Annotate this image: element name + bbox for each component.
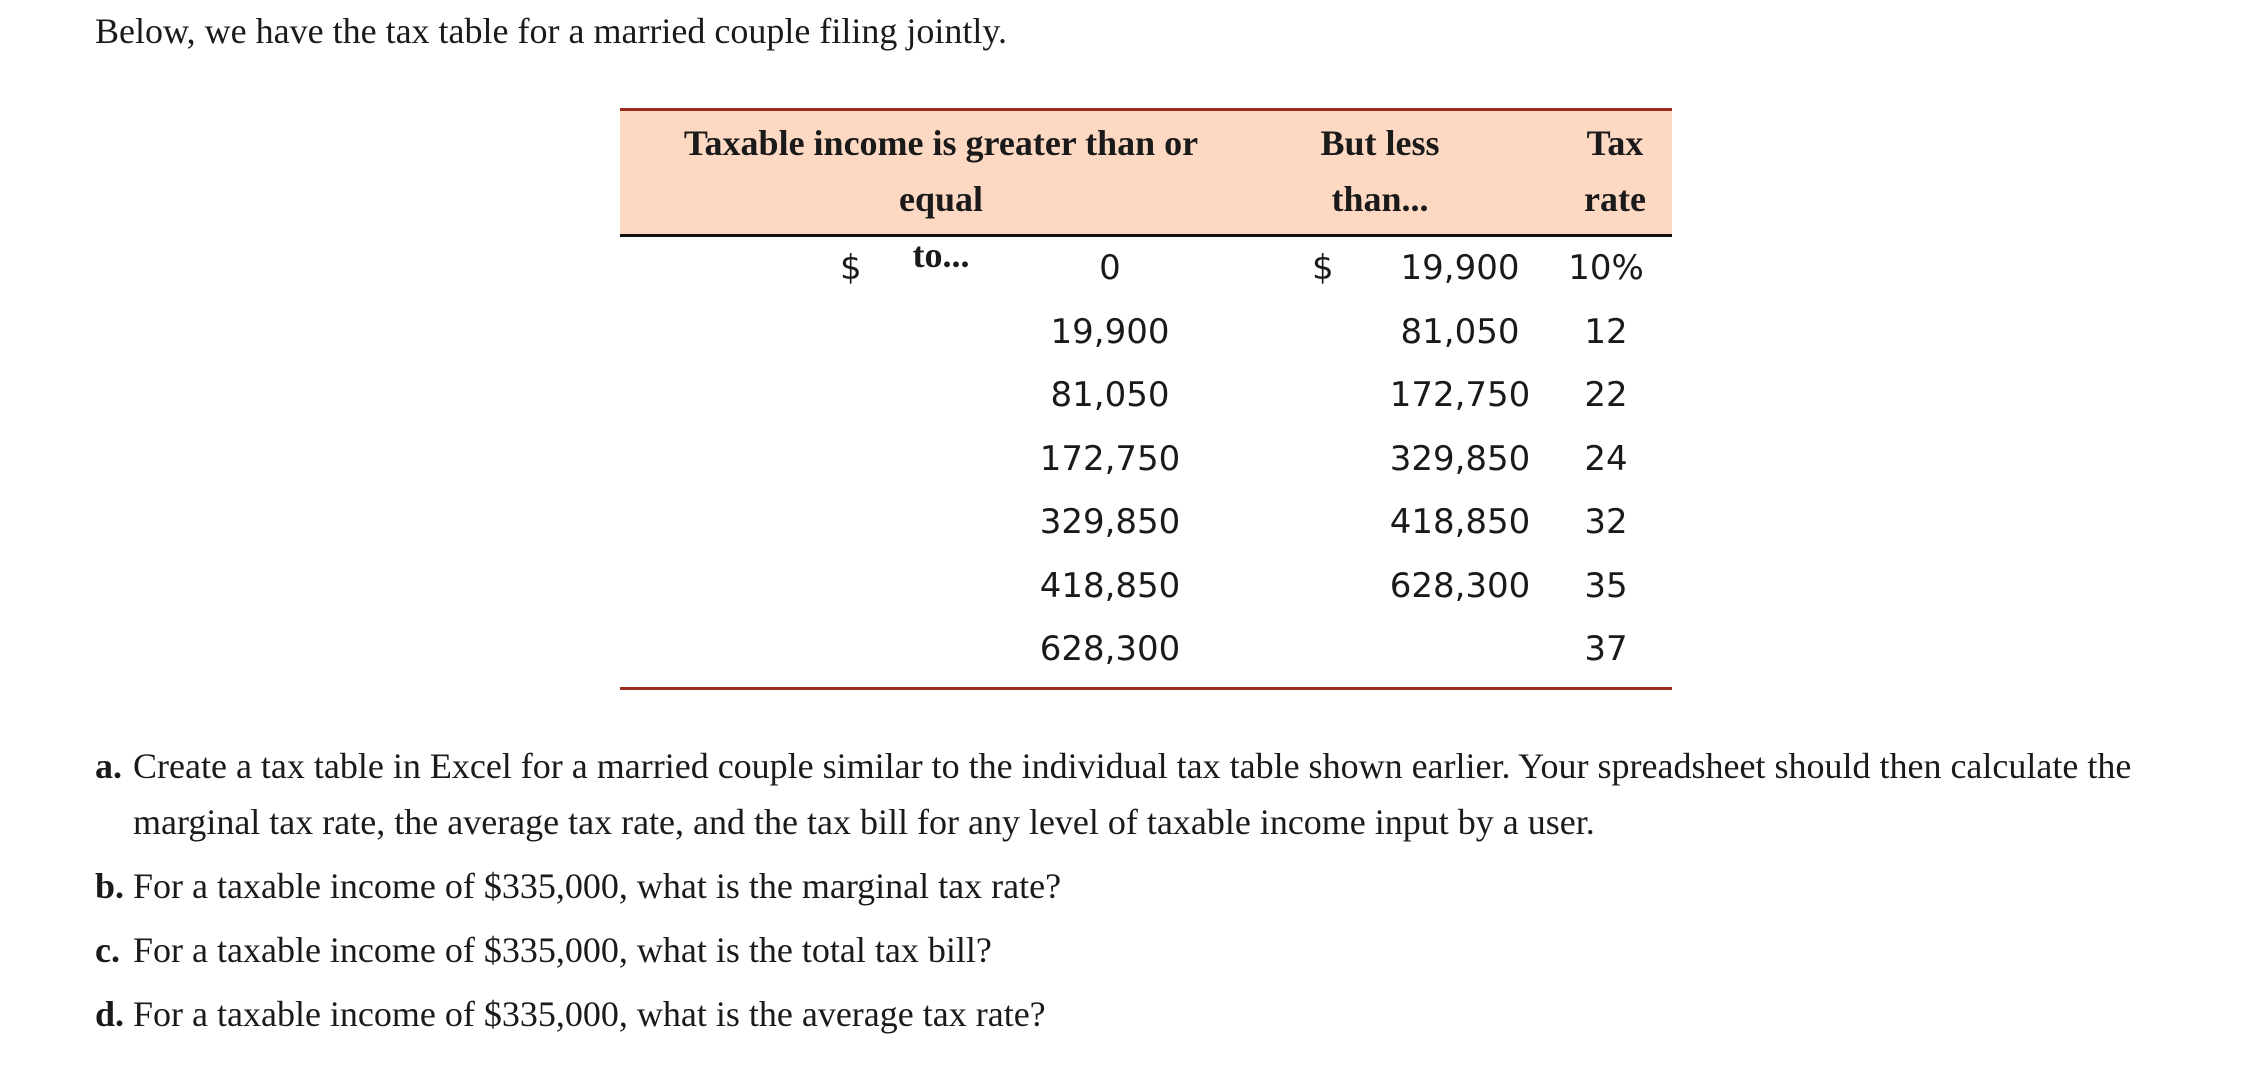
table-row: [620, 555, 1672, 619]
income-from-cell: 19,900: [1050, 311, 1170, 352]
tax-table: [620, 108, 1672, 690]
header-income-to-line2: than...: [1331, 179, 1429, 219]
tax-rate-cell: 24: [1584, 438, 1628, 479]
table-row: [620, 618, 1672, 682]
table-row: [620, 491, 1672, 555]
question-text: For a taxable income of $335,000, what is the average tax rate?: [133, 994, 1046, 1034]
income-to-cell: 81,050: [1400, 311, 1520, 352]
header-income-to-line1: But less: [1320, 123, 1440, 163]
header-tax-rate-line1: Tax: [1586, 123, 1644, 163]
question-text: For a taxable income of $335,000, what is the total tax bill?: [133, 930, 992, 970]
tax-rate-cell: 37: [1584, 629, 1628, 669]
currency-symbol: $: [840, 248, 862, 288]
income-from-cell: 81,050: [1050, 375, 1170, 415]
income-to-cell: 418,850: [1389, 502, 1531, 542]
table-body: [620, 237, 1672, 682]
income-to-cell: 329,850: [1389, 438, 1531, 479]
question-d: [95, 986, 2245, 1042]
question-c: [95, 922, 2245, 978]
question-text: For a taxable income of $335,000, what is the marginal tax rate?: [133, 866, 1062, 906]
tax-rate-cell: 22: [1584, 375, 1628, 415]
tax-rate-cell: 32: [1584, 502, 1628, 542]
table-row: [620, 364, 1672, 428]
question-label: b.: [95, 866, 125, 906]
question-label: c.: [95, 930, 120, 970]
table-row: [620, 301, 1672, 365]
table-row: [620, 428, 1672, 492]
question-label: a.: [95, 746, 122, 786]
question-b: [95, 858, 2245, 914]
header-income-from-line1: Taxable income is greater than or equal: [683, 123, 1199, 219]
income-from-cell: 172,750: [1039, 438, 1181, 479]
header-tax-rate: [1580, 115, 1650, 227]
income-to-cell: 628,300: [1389, 565, 1531, 606]
tax-rate-cell: 35: [1584, 565, 1628, 606]
income-from-cell: 329,850: [1039, 502, 1181, 542]
question-text: Create a tax table in Excel for a married couple similar to the individual tax table shown earlier. Your spreadsheet should then calculate the marginal tax rate, the average tax rate, and the tax bill for any level of taxable income input by a user.: [133, 746, 2132, 842]
tax-rate-cell: 10%: [1568, 248, 1644, 288]
income-to-cell: 172,750: [1389, 375, 1531, 415]
intro-text: Below, we have the tax table for a married couple filing jointly.: [95, 11, 1008, 51]
question-label: d.: [95, 994, 125, 1034]
currency-symbol: $: [1312, 248, 1334, 288]
header-income-from-line2: to...: [912, 235, 970, 275]
tax-rate-cell: 12: [1584, 311, 1628, 352]
question-a: [95, 738, 2245, 850]
header-income-to: [1298, 115, 1462, 227]
table-row: [620, 237, 1672, 301]
header-tax-rate-line2: rate: [1584, 179, 1646, 219]
income-from-cell: 628,300: [1039, 629, 1181, 669]
income-to-cell: 19,900: [1400, 248, 1520, 288]
income-from-cell: 418,850: [1039, 565, 1181, 606]
income-from-cell: 0: [1099, 248, 1121, 288]
question-list: [95, 738, 2245, 1050]
